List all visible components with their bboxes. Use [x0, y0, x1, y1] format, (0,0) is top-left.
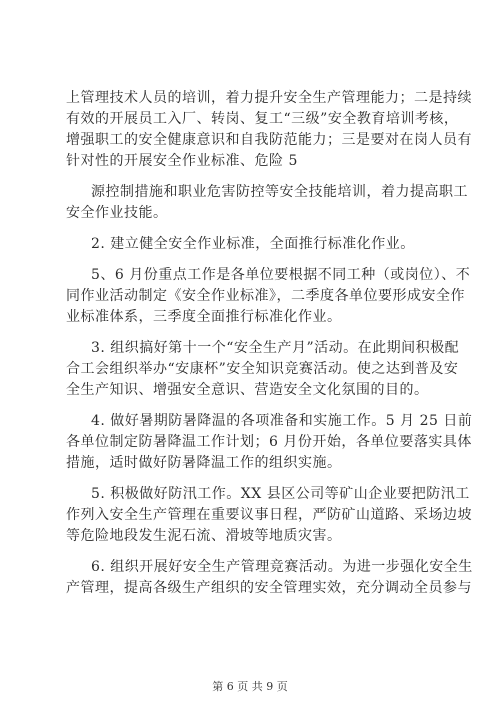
text-line: 产管理，提高各级生产组织的安全管理实效，充分调动全员参与 — [66, 580, 472, 596]
text-line: 全生产知识、增强安全意识、营造安全文化氛围的目的。 — [66, 382, 429, 398]
paragraph — [66, 484, 472, 547]
text-line: 安全作业技能。 — [66, 205, 168, 221]
text-line: 同作业活动制定《安全作业标准》，二季度各单位要形成安全作 — [66, 288, 465, 304]
paragraph — [66, 265, 471, 328]
text-line: 6. 组织开展好安全生产管理竞赛活动。为进一步强化安全生 — [91, 559, 473, 575]
paragraph — [66, 557, 473, 599]
text-line: 源控制措施和职业危害防控等安全技能培训，着力提高职工 — [91, 184, 468, 200]
text-line: 等危险地段发生泥石流、滑坡等地质灾害。 — [66, 528, 342, 544]
text-line: 业标准体系，三季度全面推行标准化作业。 — [66, 309, 342, 325]
paragraph — [66, 88, 472, 172]
text-line: 有效的开展员工入厂、转岗、复工“三级”安全教育培训考核， — [66, 111, 459, 127]
text-line: 合工会组织举办“安康杯”安全知识竞赛活动。使之达到普及安 — [66, 361, 459, 377]
text-line: 增强职工的安全健康意识和自我防范能力；三是要对在岗人员有 — [66, 132, 472, 148]
text-line: 针对性的开展安全作业标准、危险 5 — [66, 153, 298, 169]
paragraph — [66, 338, 460, 401]
paragraph — [66, 234, 436, 255]
body-text — [66, 88, 473, 599]
text-line: 4. 做好暑期防暑降温的各项准备和实施工作。5 月 25 日前 — [91, 413, 473, 429]
text-line: 作列入安全生产管理在重要议事日程，严防矿山道路、采场边坡 — [66, 507, 472, 523]
text-line: 各单位制定防暑降温工作计划；6 月份开始，各单位要落实具体 — [66, 434, 472, 450]
text-line: 上管理技术人员的培训，着力提升安全生产管理能力；二是持续 — [66, 90, 472, 106]
text-line: 2. 建立健全安全作业标准，全面推行标准化作业。 — [91, 236, 415, 252]
text-line: 措施，适时做好防暑降温工作的组织实施。 — [66, 455, 342, 471]
page-number-footer: 第 6 页 共 9 页 — [212, 680, 288, 693]
text-line: 5. 积极做好防汛工作。XX 县区公司等矿山企业要把防汛工 — [91, 486, 470, 502]
paragraph — [66, 182, 468, 224]
text-line: 5、6 月份重点工作是各单位要根据不同工种（或岗位）、不 — [91, 267, 471, 283]
paragraph — [66, 411, 473, 474]
text-line: 3. 组织搞好第十一个“安全生产月”活动。在此期间积极配 — [91, 340, 460, 356]
